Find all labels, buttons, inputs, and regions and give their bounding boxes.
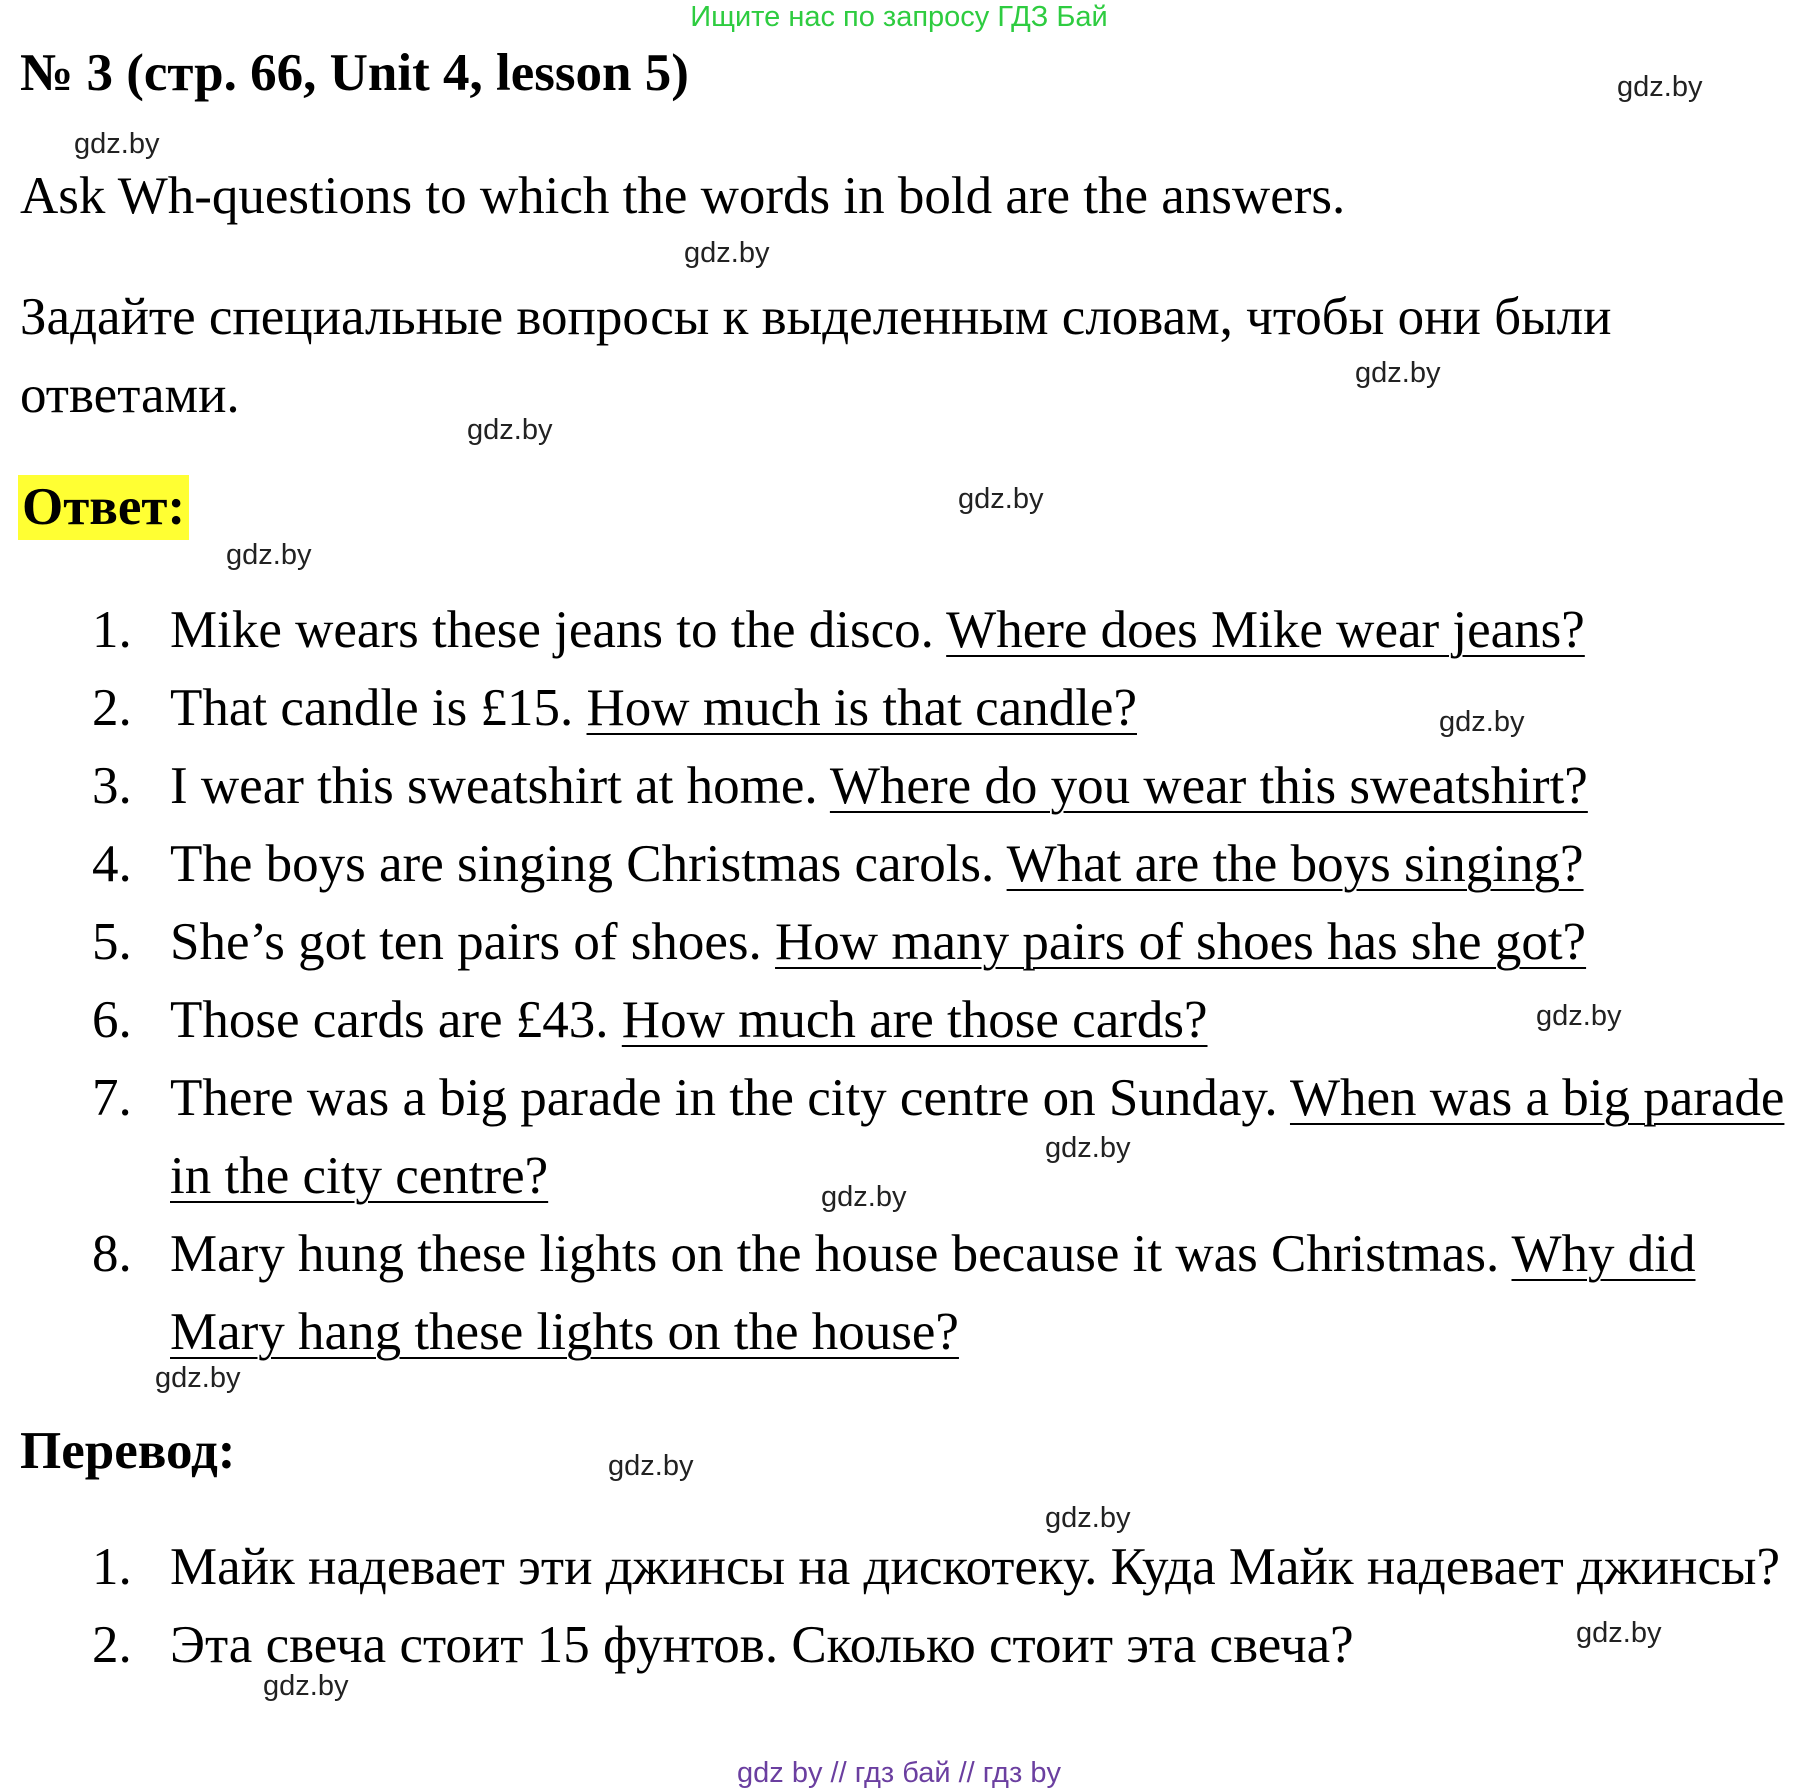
sentence: That candle is £15. <box>170 679 587 737</box>
watermark: gdz.by <box>226 539 312 571</box>
watermark: gdz.by <box>263 1670 349 1702</box>
list-item <box>0 591 1790 669</box>
item-number: 8. <box>92 1225 132 1283</box>
watermark: gdz.by <box>1045 1132 1131 1164</box>
instruction-russian: Задайте специальные вопросы к выделенным словам, чтобы они были ответами. <box>20 288 1612 424</box>
page-title: № 3 (стр. 66, Unit 4, lesson 5) <box>20 44 689 102</box>
watermark: gdz.by <box>1439 706 1525 738</box>
watermark: gdz.by <box>1355 357 1441 389</box>
sentence: The boys are singing Christmas carols. <box>170 835 1007 893</box>
item-number: 4. <box>92 835 132 893</box>
sentence: Mike wears these jeans to the disco. <box>170 601 947 659</box>
list-item <box>0 981 1790 1059</box>
watermark: gdz.by <box>684 237 770 269</box>
translation-text: Майк надевает эти джинсы на дискотеку. Куда Майк надевает джинсы? <box>170 1538 1781 1596</box>
question: How many pairs of shoes has she got? <box>775 913 1587 971</box>
translation-heading: Перевод: <box>20 1422 236 1480</box>
watermark: gdz.by <box>1576 1617 1662 1649</box>
bottom-banner: gdz by // гдз бай // гдз by <box>737 1757 1061 1789</box>
sentence: There was a big parade in the city centre on Sunday. <box>170 1069 1290 1127</box>
list-item <box>0 903 1790 981</box>
instruction-english: Ask Wh-questions to which the words in bold are the answers. <box>20 167 1346 225</box>
question: Why did Mary hang these lights on the house? <box>170 1225 1696 1361</box>
list-item <box>0 747 1790 825</box>
item-number: 5. <box>92 913 132 971</box>
question: How much is that candle? <box>586 679 1137 737</box>
question: How much are those cards? <box>621 991 1208 1049</box>
item-number: 2. <box>92 1616 132 1674</box>
watermark: gdz.by <box>958 483 1044 515</box>
answer-heading: Ответ: <box>18 475 189 540</box>
list-item <box>0 825 1790 903</box>
sentence: I wear this sweatshirt at home. <box>170 757 830 815</box>
watermark: gdz.by <box>821 1181 907 1213</box>
watermark: gdz.by <box>467 414 553 446</box>
list-item <box>0 1528 1790 1606</box>
watermark: gdz.by <box>74 128 160 160</box>
question: When was a big parade in the city centre? <box>170 1069 1785 1205</box>
item-number: 2. <box>92 679 132 737</box>
item-number: 1. <box>92 1538 132 1596</box>
watermark: gdz.by <box>608 1450 694 1482</box>
watermark: gdz.by <box>1536 1000 1622 1032</box>
question: What are the boys singing? <box>1006 835 1584 893</box>
watermark: gdz.by <box>155 1362 241 1394</box>
sentence: She’s got ten pairs of shoes. <box>170 913 776 971</box>
item-number: 7. <box>92 1069 132 1127</box>
item-number: 3. <box>92 757 132 815</box>
item-number: 6. <box>92 991 132 1049</box>
watermark: gdz.by <box>1045 1502 1131 1534</box>
sentence: Those cards are £43. <box>170 991 622 1049</box>
translation-list <box>0 1528 1790 1684</box>
item-number: 1. <box>92 601 132 659</box>
translation-text: Эта свеча стоит 15 фунтов. Сколько стоит эта свеча? <box>170 1616 1354 1674</box>
watermark: gdz.by <box>1617 71 1703 103</box>
list-item <box>0 1215 1790 1371</box>
question: Where do you wear this sweatshirt? <box>829 757 1588 815</box>
top-banner: Ищите нас по запросу ГДЗ Бай <box>690 1 1108 33</box>
sentence: Mary hung these lights on the house because it was Christmas. <box>170 1225 1512 1283</box>
question: Where does Mike wear jeans? <box>946 601 1585 659</box>
